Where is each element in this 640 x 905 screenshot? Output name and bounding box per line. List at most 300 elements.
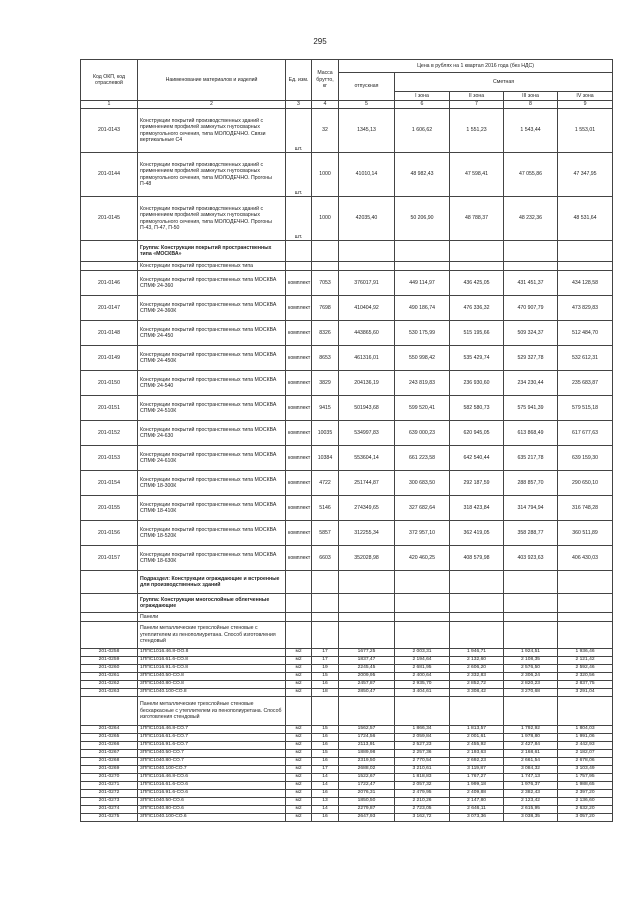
item-unit: шт. [286,109,312,153]
item-unit: м2 [286,742,312,750]
item-name: 1ППС1016.61.6-СО.8 [138,657,286,665]
item-name: Конструкции покрытий пространственных типа МОСКВА СПМФ 24-540 [138,371,286,396]
empty-cell [339,622,395,649]
table-row [81,742,613,750]
empty-cell [81,571,138,594]
item-zone1-price: 243 819,83 [395,371,450,396]
empty-cell [286,622,312,649]
empty-cell [558,697,613,726]
item-zone4-price: 1 804,03 [558,726,613,734]
col-num: 6 [395,101,450,109]
item-zone4-price: 235 683,87 [558,371,613,396]
group-title-text: Группа: Конструкции многослойные облегченные ограждающие [138,594,286,613]
item-zone2-price: 2 001,61 [450,734,504,742]
item-zone3-price: 3 270,68 [504,689,558,697]
empty-cell [286,594,312,613]
col-num: 1 [81,101,138,109]
item-zone1-price: 300 683,50 [395,471,450,496]
item-zone4-price: 3 291,04 [558,689,613,697]
item-zone1-price: 2 400,64 [395,673,450,681]
table-row [81,471,613,496]
item-release-price: 2850,47 [339,689,395,697]
item-unit: м2 [286,681,312,689]
item-mass: 14 [312,782,339,790]
item-name: 3ППС1040.100-СО.8 [138,689,286,697]
item-release-price: 204136,19 [339,371,395,396]
item-release-price: 1850,50 [339,798,395,806]
table-row [81,371,613,396]
item-release-price: 251744,87 [339,471,395,496]
item-zone3-price: 2 615,95 [504,806,558,814]
item-zone1-price: 2 527,23 [395,742,450,750]
table-row [81,806,613,814]
item-code: 201-0269 [81,766,138,774]
item-code: 201-0267 [81,750,138,758]
item-unit: м2 [286,750,312,758]
item-unit: комплект [286,371,312,396]
header-unit: Ед. изм. [286,60,312,101]
item-unit: комплект [286,346,312,371]
item-release-price: 1677,25 [339,649,395,657]
empty-cell [81,697,138,726]
item-name: Конструкции покрытий пространственных типа МОСКВА СПМФ 24-360 [138,271,286,296]
item-unit: м2 [286,689,312,697]
table-row [81,790,613,798]
item-unit: м2 [286,649,312,657]
item-name: Конструкции покрытий пространственных типа МОСКВА СПМФ 18-520К [138,521,286,546]
item-zone3-price: 2 576,50 [504,665,558,673]
item-release-price: 2009,95 [339,673,395,681]
item-release-price: 410404,92 [339,296,395,321]
item-mass: 16 [312,681,339,689]
item-mass: 10035 [312,421,339,446]
item-zone3-price: 3 084,32 [504,766,558,774]
item-zone1-price: 420 460,25 [395,546,450,571]
item-unit: комплект [286,296,312,321]
item-code: 201-0149 [81,346,138,371]
item-release-price: 42035,40 [339,197,395,241]
item-name: 1ППС1016.91.6-СО.6 [138,790,286,798]
table-row [81,814,613,822]
item-mass: 7053 [312,271,339,296]
item-zone1-price: 2 257,36 [395,750,450,758]
item-mass: 16 [312,790,339,798]
panel-description-text: Панели металлические трехслойные стеновые бескаркасные с утеплителем из пенополиуретана. Способ изготовления стендовый [138,697,286,726]
item-zone4-price: 434 128,58 [558,271,613,296]
table-row [81,665,613,673]
item-code: 201-0151 [81,396,138,421]
item-release-price: 2457,87 [339,681,395,689]
item-zone1-price: 2 479,95 [395,790,450,798]
item-zone2-price: 362 419,05 [450,521,504,546]
header-name: Наименование материалов и изделий [138,60,286,101]
empty-cell [339,613,395,622]
item-code: 201-0154 [81,471,138,496]
item-zone2-price: 236 930,60 [450,371,504,396]
item-zone3-price: 314 794,94 [504,496,558,521]
item-zone3-price: 3 038,35 [504,814,558,822]
empty-cell [81,594,138,613]
item-release-price: 1724,56 [339,734,395,742]
table-row [81,546,613,571]
item-zone2-price: 535 429,74 [450,346,504,371]
empty-cell [286,262,312,271]
empty-cell [312,594,339,613]
item-name: Конструкции покрытий пространственных типа МОСКВА СПМФ 24-510К [138,396,286,421]
empty-cell [558,571,613,594]
item-release-price: 1889,98 [339,750,395,758]
col-num: 9 [558,101,613,109]
item-zone4-price: 2 632,20 [558,806,613,814]
item-unit: м2 [286,790,312,798]
item-release-price: 41010,14 [339,153,395,197]
item-mass: 15 [312,750,339,758]
item-zone2-price: 2 147,80 [450,798,504,806]
item-release-price: 376017,91 [339,271,395,296]
item-mass: 3829 [312,371,339,396]
item-zone3-price: 1 978,80 [504,734,558,742]
panels-label [81,613,613,622]
item-mass: 17 [312,657,339,665]
item-code: 201-0147 [81,296,138,321]
subgroup-title [81,262,613,271]
item-zone1-price: 2 194,64 [395,657,450,665]
item-unit: комплект [286,496,312,521]
table-row [81,521,613,546]
empty-cell [450,241,504,262]
table-row [81,197,613,241]
item-unit: комплект [286,421,312,446]
item-zone4-price: 2 397,20 [558,790,613,798]
item-mass: 16 [312,734,339,742]
item-zone2-price: 582 580,73 [450,396,504,421]
empty-cell [450,622,504,649]
item-unit: комплект [286,471,312,496]
empty-cell [312,571,339,594]
empty-cell [286,697,312,726]
item-code: 201-0153 [81,446,138,471]
item-zone4-price: 2 182,07 [558,750,613,758]
item-zone2-price: 3 119,87 [450,766,504,774]
table-row [81,396,613,421]
item-name: 1ППС1016.61.6-СО.6 [138,782,286,790]
item-zone2-price: 2 455,92 [450,742,504,750]
item-zone4-price: 3 057,20 [558,814,613,822]
item-zone1-price: 50 206,90 [395,197,450,241]
item-zone4-price: 512 484,70 [558,321,613,346]
table-row [81,109,613,153]
item-mass: 16 [312,758,339,766]
panels-label-text: Панели [138,613,286,622]
item-zone2-price: 642 540,44 [450,446,504,471]
empty-cell [339,697,395,726]
item-release-price: 2076,31 [339,790,395,798]
item-name: 1ППС1016.46.8-СО.6 [138,774,286,782]
item-mass: 32 [312,109,339,153]
item-release-price: 274349,65 [339,496,395,521]
item-zone2-price: 408 579,98 [450,546,504,571]
item-zone2-price: 1 999,18 [450,782,504,790]
item-zone1-price: 3 404,61 [395,689,450,697]
empty-cell [286,241,312,262]
empty-cell [504,622,558,649]
item-zone4-price: 47 347,95 [558,153,613,197]
table-row [81,496,613,521]
item-zone2-price: 476 336,32 [450,296,504,321]
table-row [81,346,613,371]
column-number-row [81,101,613,109]
col-num: 2 [138,101,286,109]
item-code: 201-0157 [81,546,138,571]
item-zone2-price: 2 132,60 [450,657,504,665]
item-unit: комплект [286,396,312,421]
empty-cell [504,594,558,613]
item-zone3-price: 635 217,78 [504,446,558,471]
item-code: 201-0260 [81,665,138,673]
item-zone3-price: 2 820,23 [504,681,558,689]
empty-cell [504,613,558,622]
item-zone2-price: 3 073,36 [450,814,504,822]
item-zone3-price: 575 941,39 [504,396,558,421]
item-zone4-price: 1 988,65 [558,782,613,790]
item-release-price: 1345,13 [339,109,395,153]
item-zone4-price: 290 650,10 [558,471,613,496]
table-row [81,734,613,742]
empty-cell [81,262,138,271]
empty-cell [395,594,450,613]
empty-cell [81,613,138,622]
item-zone3-price: 2 427,84 [504,742,558,750]
item-name: Конструкции покрытий производственных зданий с применением профилей замкнутых гнутосварных прямоугольного сечения, типа МОЛОДЕЧНО. Связи вертикальные С4 [138,109,286,153]
table-row [81,798,613,806]
item-release-price: 2279,87 [339,806,395,814]
item-release-price: 2245,45 [339,665,395,673]
item-name: Конструкции покрытий производственных зданий с применением профилей замкнутых гнутосварных прямоугольного сечения, типа МОЛОДЕЧНО. Прогоны П-43, П-47, П-50 [138,197,286,241]
empty-cell [395,241,450,262]
table-row [81,649,613,657]
item-zone3-price: 2 123,42 [504,798,558,806]
empty-cell [312,697,339,726]
item-release-price: 1722,47 [339,782,395,790]
item-release-price: 2647,93 [339,814,395,822]
item-release-price: 2113,91 [339,742,395,750]
item-name: 3ППС1040.50-СО.6 [138,798,286,806]
empty-cell [558,262,613,271]
item-mass: 13 [312,798,339,806]
item-mass: 5857 [312,521,339,546]
empty-cell [312,613,339,622]
item-name: Конструкции покрытий пространственных типа МОСКВА СПМФ 24-450К [138,346,286,371]
item-zone4-price: 473 829,83 [558,296,613,321]
item-zone4-price: 316 748,28 [558,496,613,521]
item-code: 201-0261 [81,673,138,681]
item-zone3-price: 1 792,92 [504,726,558,734]
item-zone2-price: 3 308,42 [450,689,504,697]
empty-cell [395,262,450,271]
item-unit: м2 [286,782,312,790]
item-zone1-price: 327 682,64 [395,496,450,521]
item-name: 3ППС1040.100-СО.6 [138,814,286,822]
item-code: 201-0265 [81,734,138,742]
item-zone1-price: 3 210,61 [395,766,450,774]
item-release-price: 2319,50 [339,758,395,766]
empty-cell [312,241,339,262]
item-zone3-price: 1 976,37 [504,782,558,790]
item-code: 201-0150 [81,371,138,396]
table-row [81,681,613,689]
item-name: 3ППС1040.80-СО.6 [138,806,286,814]
table-row [81,689,613,697]
item-zone3-price: 509 324,37 [504,321,558,346]
item-zone4-price: 2 121,42 [558,657,613,665]
item-code: 201-0145 [81,197,138,241]
item-zone3-price: 358 288,77 [504,521,558,546]
item-name: 3ППС1040.80-СО.7 [138,758,286,766]
item-mass: 9415 [312,396,339,421]
item-mass: 1000 [312,197,339,241]
item-zone2-price: 1 946,71 [450,649,504,657]
item-code: 201-0263 [81,689,138,697]
item-release-price: 553604,14 [339,446,395,471]
item-unit: м2 [286,798,312,806]
item-zone4-price: 2 320,56 [558,673,613,681]
item-zone1-price: 2 003,31 [395,649,450,657]
empty-cell [286,613,312,622]
empty-cell [504,697,558,726]
item-code: 201-0271 [81,782,138,790]
item-unit: м2 [286,774,312,782]
item-zone2-price: 1 551,23 [450,109,504,153]
table-row [81,774,613,782]
header-zone2: II зона [450,92,504,101]
item-zone3-price: 48 232,36 [504,197,558,241]
item-name: 1ППС1016.46.8-ОО.8 [138,649,286,657]
item-release-price: 352028,98 [339,546,395,571]
empty-cell [558,622,613,649]
item-zone1-price: 449 114,97 [395,271,450,296]
empty-cell [339,594,395,613]
item-zone4-price: 2 678,06 [558,758,613,766]
item-code: 201-0275 [81,814,138,822]
item-unit: комплект [286,546,312,571]
item-zone2-price: 1 813,57 [450,726,504,734]
item-zone4-price: 2 837,75 [558,681,613,689]
table-row [81,726,613,734]
empty-cell [81,241,138,262]
item-zone2-price: 2 409,88 [450,790,504,798]
item-zone2-price: 1 767,27 [450,774,504,782]
item-zone3-price: 2 108,35 [504,657,558,665]
item-mass: 8653 [312,346,339,371]
item-zone4-price: 532 612,31 [558,346,613,371]
item-code: 201-0270 [81,774,138,782]
empty-cell [504,241,558,262]
item-unit: м2 [286,673,312,681]
item-release-price: 443865,60 [339,321,395,346]
item-name: Конструкции покрытий пространственных типа МОСКВА СПМФ 24-610К [138,446,286,471]
item-zone4-price: 406 430,03 [558,546,613,571]
item-zone4-price: 360 511,89 [558,521,613,546]
header-zone1: I зона [395,92,450,101]
empty-cell [81,622,138,649]
empty-cell [450,613,504,622]
item-zone2-price: 47 598,41 [450,153,504,197]
item-mass: 6603 [312,546,339,571]
item-code: 201-0262 [81,681,138,689]
item-zone2-price: 2 646,11 [450,806,504,814]
item-mass: 17 [312,649,339,657]
item-mass: 15 [312,726,339,734]
col-num: 3 [286,101,312,109]
item-zone1-price: 2 681,95 [395,665,450,673]
table-row [81,758,613,766]
empty-cell [339,262,395,271]
item-release-price: 1522,67 [339,774,395,782]
item-zone4-price: 2 442,93 [558,742,613,750]
item-name: 1ППС1016.91.6-СО.7 [138,742,286,750]
item-code: 201-0146 [81,271,138,296]
col-num: 8 [504,101,558,109]
item-zone1-price: 2 723,05 [395,806,450,814]
table-row [81,766,613,774]
item-mass: 18 [312,689,339,697]
item-mass: 5146 [312,496,339,521]
item-zone3-price: 288 857,70 [504,471,558,496]
item-code: 201-0148 [81,321,138,346]
item-mass: 14 [312,774,339,782]
item-unit: комплект [286,321,312,346]
empty-cell [450,697,504,726]
empty-cell [312,262,339,271]
item-zone1-price: 661 223,58 [395,446,450,471]
table-row [81,750,613,758]
item-name: 3ППС1040.100-СО.7 [138,766,286,774]
empty-cell [504,571,558,594]
item-release-price: 312255,34 [339,521,395,546]
table-row [81,782,613,790]
item-zone4-price: 2 592,46 [558,665,613,673]
item-zone2-price: 436 425,05 [450,271,504,296]
item-name: Конструкции покрытий пространственных типа МОСКВА СПМФ 18-300К [138,471,286,496]
empty-cell [339,241,395,262]
item-release-price: 534997,83 [339,421,395,446]
item-zone2-price: 2 193,63 [450,750,504,758]
item-unit: м2 [286,657,312,665]
item-zone3-price: 1 543,44 [504,109,558,153]
table-row [81,446,613,471]
item-name: 3ППС1040.80-СО.8 [138,681,286,689]
col-num: 5 [339,101,395,109]
item-release-price: 501943,68 [339,396,395,421]
item-unit: м2 [286,734,312,742]
item-zone1-price: 2 059,84 [395,734,450,742]
item-code: 201-0155 [81,496,138,521]
panel-description-text: Панели металлические трехслойные стеновые с утеплителем из пенополиуретана. Способ изготовления стендовый [138,622,286,649]
group-title-text: Группа: Конструкции покрытий пространственных типа «МОСКВА» [138,241,286,262]
header-zone3: III зона [504,92,558,101]
item-zone1-price: 2 935,70 [395,681,450,689]
empty-cell [286,571,312,594]
item-zone3-price: 234 230,44 [504,371,558,396]
item-mass: 15 [312,673,339,681]
empty-cell [450,571,504,594]
table-header-row [81,60,613,73]
item-mass: 16 [312,814,339,822]
subgroup-title-text: Конструкции покрытий пространственных типа [138,262,286,271]
item-code: 201-0268 [81,758,138,766]
item-mass: 16 [312,742,339,750]
item-zone4-price: 617 677,63 [558,421,613,446]
